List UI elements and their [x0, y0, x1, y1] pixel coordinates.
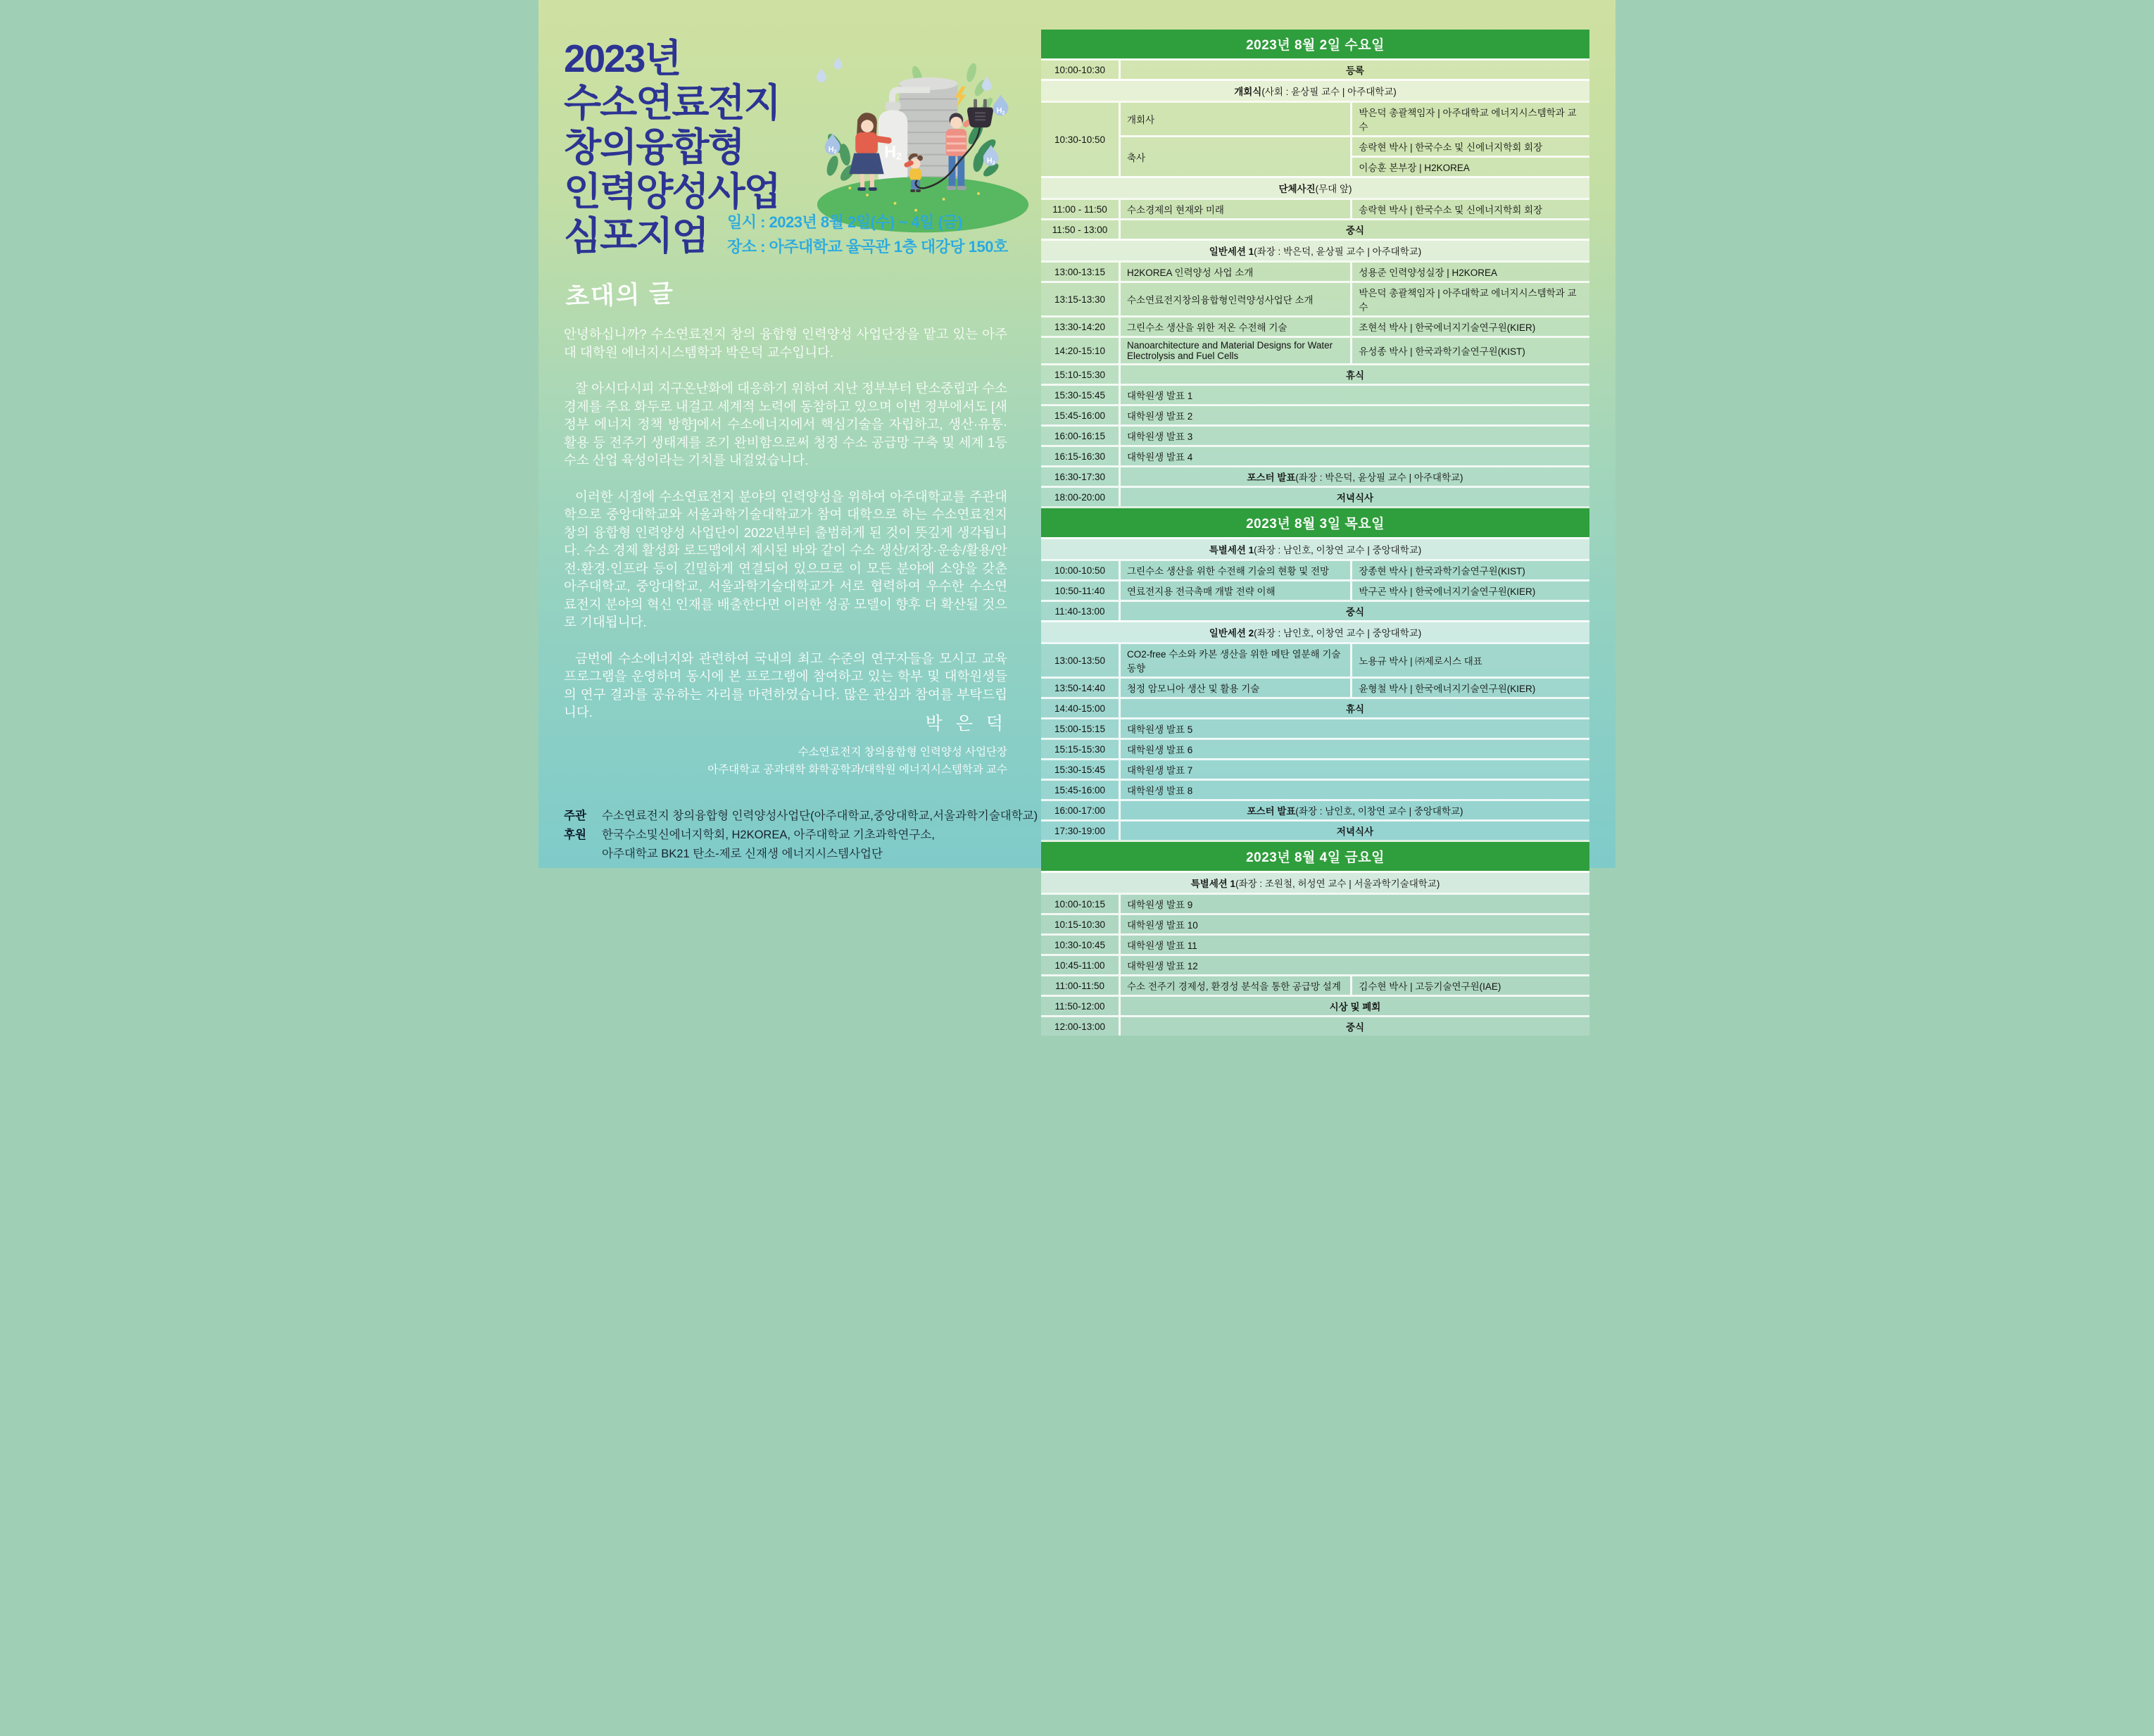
session-title-cell: 대학원생 발표 4: [1119, 447, 1589, 465]
day-header: 2023년 8월 4일 금요일: [1041, 840, 1589, 871]
tank-h2-label: H2: [884, 143, 902, 162]
schedule-row: [1041, 465, 1589, 486]
time-cell: 14:40-15:00: [1041, 699, 1119, 717]
time-cell: 16:15-16:30: [1041, 447, 1119, 465]
session-band: 개회식(사회 : 윤상필 교수 | 아주대학교): [1041, 79, 1589, 101]
session-title-cell: 대학원생 발표 12: [1119, 956, 1589, 974]
speaker-cell: 박은덕 총괄책임자 | 아주대학교 에너지시스템학과 교수: [1350, 103, 1589, 135]
session-title-cell: 대학원생 발표 8: [1119, 781, 1589, 799]
time-cell: 13:15-13:30: [1041, 283, 1119, 315]
schedule-row: [1041, 424, 1589, 445]
time-cell: 13:50-14:40: [1041, 679, 1119, 697]
merged-cell: 포스터 발표 (좌장 : 남인호, 이창연 교수 | 중앙대학교): [1119, 801, 1589, 819]
time-cell: 13:30-14:20: [1041, 317, 1119, 336]
session-title-cell: Nanoarchitecture and Material Designs for Water Electrolysis and Fuel Cells: [1119, 338, 1350, 363]
time-cell: 11:00-11:50: [1041, 976, 1119, 995]
speaker-cell: 유성종 박사 | 한국과학기술연구원(KIST): [1350, 338, 1589, 363]
poster-title-line: 2023년: [564, 37, 681, 80]
session-title-cell: 연료전지용 전극촉매 개발 전략 이해: [1119, 581, 1350, 600]
time-cell: 16:00-16:15: [1041, 427, 1119, 445]
time-cell: 12:00-13:00: [1041, 1017, 1119, 1036]
session-title-cell: CO2-free 수소와 카본 생산을 위한 메탄 열분해 기술 동향: [1119, 644, 1350, 677]
hydrogen-family-illustration: [812, 55, 1034, 215]
time-cell: 15:15-15:30: [1041, 740, 1119, 758]
time-cell: 10:00-10:15: [1041, 895, 1119, 913]
organizer-label: 주관: [564, 810, 586, 822]
schedule-row: [1041, 677, 1589, 697]
session-band: 일반세션 2(좌장 : 남인호, 이창연 교수 | 중앙대학교): [1041, 620, 1589, 642]
invite-body: [564, 325, 1007, 722]
schedule-row: [1041, 260, 1589, 281]
merged-cell: 휴식: [1119, 365, 1589, 384]
schedule-row: [1041, 799, 1589, 819]
session-title-cell: H2KOREA 인력양성 사업 소개: [1119, 263, 1350, 281]
day-header: 2023년 8월 3일 목요일: [1041, 506, 1589, 537]
schedule-row: [1041, 404, 1589, 424]
merged-cell: 저녁식사: [1119, 822, 1589, 840]
schedule-row: [1041, 995, 1589, 1015]
symposium-poster: [538, 0, 1616, 1033]
schedule-row: [1041, 893, 1589, 913]
time-cell: 10:30-10:45: [1041, 936, 1119, 954]
schedule-row: [1041, 1015, 1589, 1036]
time-cell: 15:10-15:30: [1041, 365, 1119, 384]
speaker-cell: 성용준 인력양성실장 | H2KOREA: [1350, 263, 1589, 281]
schedule-table: [1041, 30, 1589, 1036]
schedule-row: [1041, 579, 1589, 600]
merged-cell: 중식: [1119, 1017, 1589, 1036]
session-title-cell: 대학원생 발표 10: [1119, 915, 1589, 933]
speaker-cell: 박은덕 총괄책임자 | 아주대학교 에너지시스템학과 교수: [1350, 283, 1589, 315]
session-title-cell: 개회사: [1119, 103, 1350, 135]
poster-title-line: 심포지엄: [564, 214, 708, 258]
time-cell: 17:30-19:00: [1041, 822, 1119, 840]
signer-name: 박 은 덕: [925, 714, 1007, 734]
session-band: 특별세션 1(좌장 : 남인호, 이창연 교수 | 중앙대학교): [1041, 537, 1589, 559]
svg-text:H2: H2: [986, 156, 995, 166]
invite-paragraph: 안녕하십니까? 수소연료전지 창의 융합형 인력양성 사업단장을 맡고 있는 아주대 대학원 에너지시스템학과 박은덕 교수입니다.: [564, 327, 1007, 360]
organizer-sponsor-block: [564, 807, 1038, 864]
schedule-row: [1041, 315, 1589, 336]
session-title-cell: 축사: [1119, 135, 1350, 176]
schedule-row-group: [1041, 101, 1589, 176]
poster-title-line: 수소연료전지: [564, 81, 780, 125]
schedule-row: [1041, 913, 1589, 933]
time-cell: 10:00-10:50: [1041, 561, 1119, 579]
invite-heading: 초대의 글: [565, 279, 675, 311]
schedule-row: [1041, 642, 1589, 677]
invite-paragraph: 금번에 수소에너지와 관련하여 국내의 최고 수준의 연구자들을 모시고 교육 프로그램을 운영하며 동시에 본 프로그램에 참여하고 있는 학부 및 대학원생들의 연구 결과를 공유하는 자리를 마련하였습니다. 많은 관심과 참여를 부탁드립니다.: [564, 650, 1007, 719]
organizer-text: 수소연료전지 창의융합형 인력양성사업단(아주대학교,중앙대학교,서울과학기술대학교): [602, 810, 1038, 822]
schedule-row: [1041, 954, 1589, 974]
time-cell: 15:45-16:00: [1041, 406, 1119, 424]
session-title-cell: 대학원생 발표 1: [1119, 386, 1589, 404]
svg-text:H2: H2: [996, 106, 1005, 116]
session-band: 단체사진(무대 앞): [1041, 176, 1589, 198]
svg-text:H2: H2: [828, 145, 837, 155]
poster-title-line: 창의융합형: [564, 125, 744, 169]
time-cell: 10:30-10:50: [1041, 103, 1119, 176]
schedule-row: [1041, 974, 1589, 995]
time-cell: 14:20-15:10: [1041, 338, 1119, 363]
speaker-cell: 송락현 박사 | 한국수소 및 신에너지학회 회장: [1350, 135, 1589, 156]
time-cell: 10:45-11:00: [1041, 956, 1119, 974]
sponsor-text: 한국수소및신에너지학회, H2KOREA, 아주대학교 기초과학연구소,: [602, 829, 935, 841]
time-cell: 13:00-13:15: [1041, 263, 1119, 281]
session-title-cell: 대학원생 발표 5: [1119, 719, 1589, 738]
merged-cell: 저녁식사: [1119, 488, 1589, 506]
time-cell: 11:00 - 11:50: [1041, 200, 1119, 218]
merged-cell: 중식: [1119, 220, 1589, 239]
merged-cell: 휴식: [1119, 699, 1589, 717]
schedule-row: [1041, 58, 1589, 79]
merged-cell: 등록: [1119, 61, 1589, 79]
session-title-cell: 대학원생 발표 6: [1119, 740, 1589, 758]
schedule-row: [1041, 218, 1589, 239]
session-band: 특별세션 1(좌장 : 조원철, 허성연 교수 | 서울과학기술대학교): [1041, 871, 1589, 893]
time-cell: 18:00-20:00: [1041, 488, 1119, 506]
speaker-cell: 노용규 박사 | ㈜제로시스 대표: [1350, 644, 1589, 677]
schedule-row: [1041, 336, 1589, 363]
speaker-cell: 윤형철 박사 | 한국에너지기술연구원(KIER): [1350, 679, 1589, 697]
time-cell: 11:50-12:00: [1041, 997, 1119, 1015]
time-cell: 15:45-16:00: [1041, 781, 1119, 799]
session-title-cell: 수소연료전지창의융합형인력양성사업단 소개: [1119, 283, 1350, 315]
time-cell: 16:30-17:30: [1041, 467, 1119, 486]
schedule-row: [1041, 758, 1589, 779]
schedule-row: [1041, 445, 1589, 465]
speaker-cell: 조현석 박사 | 한국에너지기술연구원(KIER): [1350, 317, 1589, 336]
session-band: 일반세션 1(좌장 : 박은덕, 윤상필 교수 | 아주대학교): [1041, 239, 1589, 260]
schedule-row: [1041, 819, 1589, 840]
time-cell: 10:15-10:30: [1041, 915, 1119, 933]
schedule-row: [1041, 779, 1589, 799]
time-cell: 15:30-15:45: [1041, 386, 1119, 404]
event-venue: 장소 : 아주대학교 율곡관 1층 대강당 150호: [727, 238, 1008, 256]
session-title-cell: 수소 전주기 경제성, 환경성 분석을 통한 공급망 설계: [1119, 976, 1350, 995]
schedule-row: [1041, 559, 1589, 579]
session-title-cell: 그린수소 생산을 위한 수전해 기술의 현황 및 전망: [1119, 561, 1350, 579]
session-title-cell: 대학원생 발표 11: [1119, 936, 1589, 954]
session-title-cell: 대학원생 발표 9: [1119, 895, 1589, 913]
session-title-cell: 대학원생 발표 2: [1119, 406, 1589, 424]
schedule-row: [1041, 281, 1589, 315]
speaker-cell: 이승훈 본부장 | H2KOREA: [1350, 156, 1589, 176]
session-title-cell: 그린수소 생산을 위한 저온 수전해 기술: [1119, 317, 1350, 336]
invite-paragraph: 이러한 시점에 수소연료전지 분야의 인력양성을 위하여 아주대학교를 주관대학으로 중앙대학교와 서울과학기술대학교가 참여 대학으로 하는 수소연료전지 창의 융합형 인력양성 사업단이 2022년부터 출범하게 된 것이 뜻깊게 생각됩니다. 수소 경제 활성화 로드맵에서 제시된 바와 같이 수소 생산/저장·운송/활용/안전·환경·인프라 등이 긴밀하게 연결되어 있으므로 이 모든 분야에 소양을 갖춘 아주대학교, 중앙대학교, 서울과학기술대학교가 서로 협력하여 우수한 수소연료전지 분야의 혁신 인재를 배출한다면 이러한 성공 모델이 향후 더 확산될 것으로 기대됩니다.: [564, 489, 1007, 629]
session-title-cell: 청정 암모니아 생산 및 활용 기술: [1119, 679, 1350, 697]
time-cell: 11:50 - 13:00: [1041, 220, 1119, 239]
speaker-cell: 박구곤 박사 | 한국에너지기술연구원(KIER): [1350, 581, 1589, 600]
time-cell: 11:40-13:00: [1041, 602, 1119, 620]
schedule-row: [1041, 738, 1589, 758]
merged-cell: 중식: [1119, 602, 1589, 620]
time-cell: 10:00-10:30: [1041, 61, 1119, 79]
time-cell: 15:00-15:15: [1041, 719, 1119, 738]
schedule-row: [1041, 933, 1589, 954]
time-cell: 10:50-11:40: [1041, 581, 1119, 600]
sponsor-text: 아주대학교 BK21 탄소-제로 신재생 에너지시스템사업단: [602, 848, 883, 860]
speaker-cell: 송락현 박사 | 한국수소 및 신에너지학회 회장: [1350, 200, 1589, 218]
schedule-row: [1041, 717, 1589, 738]
time-cell: 15:30-15:45: [1041, 760, 1119, 779]
invite-paragraph: 잘 아시다시피 지구온난화에 대응하기 위하여 지난 정부부터 탄소중립과 수소 경제를 주요 화두로 내걸고 세계적 노력에 동참하고 있으며 이번 정부에서도 [새정부 에너지 정책 방향]에서 수소에너지에서 핵심기술을 자립하고, 생산·유통·활용 등 전주기 생태계를 조기 완비함으로써 청정 수소 공급망 구축 및 세계 1등 수소 산업 육성이라는 기치를 내걸었습니다.: [564, 381, 1007, 467]
merged-cell: 포스터 발표 (좌장 : 박은덕, 윤상필 교수 | 아주대학교): [1119, 467, 1589, 486]
signer-title: 수소연료전지 창의융합형 인력양성 사업단장: [798, 746, 1007, 758]
poster-title-line: 인력양성사업: [564, 170, 780, 213]
merged-cell: 시상 및 폐회: [1119, 997, 1589, 1015]
session-title-cell: 수소경제의 현재와 미래: [1119, 200, 1350, 218]
schedule-row: [1041, 363, 1589, 384]
event-date: 일시 : 2023년 8월 2일(수) ~ 4일 (금): [727, 213, 962, 231]
session-title-cell: 대학원생 발표 7: [1119, 760, 1589, 779]
time-cell: 16:00-17:00: [1041, 801, 1119, 819]
schedule-row: [1041, 384, 1589, 404]
day-header: 2023년 8월 2일 수요일: [1041, 30, 1589, 58]
schedule-row: [1041, 198, 1589, 218]
time-cell: 13:00-13:50: [1041, 644, 1119, 677]
signature-block: [564, 710, 1007, 779]
schedule-row: [1041, 697, 1589, 717]
schedule-row: [1041, 486, 1589, 506]
session-title-cell: 대학원생 발표 3: [1119, 427, 1589, 445]
speaker-cell: 장종현 박사 | 한국과학기술연구원(KIST): [1350, 561, 1589, 579]
speaker-cell: 김수현 박사 | 고등기술연구원(IAE): [1350, 976, 1589, 995]
sponsor-label: 후원: [564, 829, 586, 841]
schedule-row: [1041, 600, 1589, 620]
signer-title: 아주대학교 공과대학 화학공학과/대학원 에너지시스템학과 교수: [707, 764, 1007, 776]
